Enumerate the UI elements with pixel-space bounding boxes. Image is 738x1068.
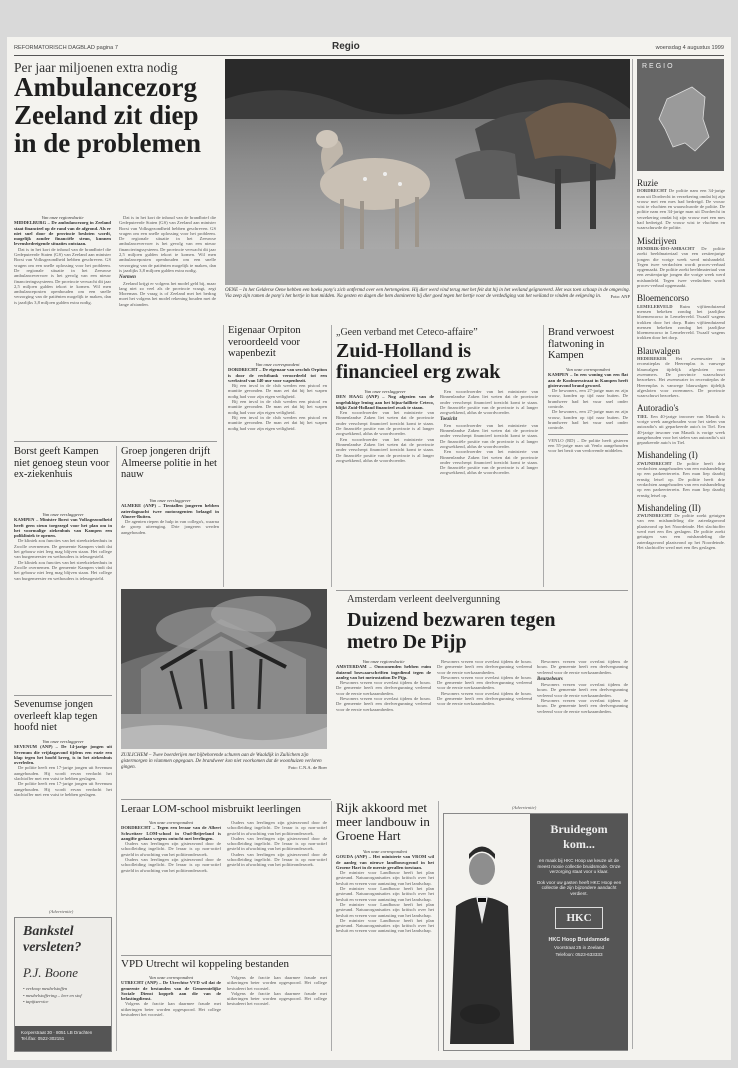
ad2-phone: Telefoon: 0523-633333 bbox=[555, 951, 603, 957]
mishandeling2-place: ZWIJNDRECHT bbox=[637, 513, 672, 519]
vpd-col2 bbox=[227, 975, 327, 1051]
ad2-addr: Voorstraat 25 in Zeeland bbox=[553, 944, 605, 950]
groenehart-body-cont2: De minister voor Landbouw heeft het plan gesteund. Natuurorganisaties zijn kritisch over het besluit en vrezen voor aantasting van het landschap. bbox=[336, 901, 434, 918]
ad2-text2: Ook voor uw gasten heeft HKC Hoop een collectie die zijn bijzondere aandacht verdient. bbox=[536, 879, 622, 896]
regio-briefs bbox=[637, 179, 725, 1049]
lead-intro: MIDDELBURG – De ambulancezorg in Zeeland staat financieel op de rand van de afgrond. Als er niet snel door de provincie besloten wordt, mogelijk zonder financiële steun, kunnen levensbedreigende situaties ontstaan. bbox=[14, 220, 111, 247]
lead-rule bbox=[14, 441, 217, 442]
brand-body: De bewoners, een 27-jarige man en zijn vrouw, konden op tijd naar buiten. De brandweer had het vuur snel onder controle. bbox=[548, 388, 628, 410]
groenehart-col1 bbox=[336, 849, 434, 1049]
sevenum-body: De politie heeft een 17-jarige jongen uit Sevenum aangehouden. Hij wordt ervan verdacht het slachtoffer met een vuist te hebben geslagen. bbox=[14, 765, 112, 782]
right-col-rule bbox=[632, 59, 633, 1049]
metro-title: Duizend bezwaren tegen metro De Pijp bbox=[347, 609, 556, 653]
zh-subhead: Toezicht bbox=[440, 417, 458, 423]
netherlands-map-icon bbox=[637, 59, 724, 171]
kampen-text bbox=[14, 512, 112, 692]
masthead-rule bbox=[14, 55, 724, 56]
lom-body: Ouders van leerlingen zijn gisteravond door de schoolleiding ingelicht. De leraar is op non-actief gesteld in afwachting van het politieonderzoek. bbox=[121, 841, 221, 857]
masthead-left: REFORMATORISCH DAGBLAD pagina 7 bbox=[14, 45, 118, 51]
photo1-caption bbox=[225, 288, 630, 322]
sevenum-text bbox=[14, 739, 112, 904]
vpd-body-c3: Volgens de fractie kan daarmee fraude met uitkeringen beter worden opgespoord. Het college bestudeert het voorstel. bbox=[227, 990, 327, 1007]
bloemencorso-text-cont: Ruim vijftienduizend mensen bekeken zondag het jaarlijkse bloemencorso in Lemelerveld. Twaalf wagens trokken door het dorp. bbox=[637, 319, 725, 341]
mishandeling1-title: Mishandeling (I) bbox=[637, 450, 698, 461]
misdrijven-text: De politie zoekt beeldmateriaal van een zestienjarige jongen die vorige week werd mishandeld. Tegen twee verdachten wordt proces-verbaal opgemaakt. bbox=[637, 245, 725, 273]
ruzie-text-cont: De politie nam een 34-jarige man uit Dordrecht in verzekering omdat hij zijn vrouw met een mes had bedreigd. De vrouw wist te vluchten en waarschuwde de politie. bbox=[637, 204, 725, 231]
zh-title: Zuid-Holland is financieel erg zwak bbox=[336, 340, 501, 383]
vpd-title: VPD Utrecht wil koppeling bestanden bbox=[121, 958, 290, 970]
groenehart-body: De minister voor Landbouw heeft het plan gesteund. Natuurorganisaties zijn kritisch over het besluit en vrezen voor aantasting van het landschap. bbox=[336, 870, 434, 886]
misdrijven-text-cont: De politie zoekt beeldmateriaal van een zestienjarige jongen die vorige week werd mishandeld. Tegen twee verdachten wordt proces-verbaal opgemaakt. bbox=[637, 267, 725, 289]
photo1-caption-text: OENE – In het Gelderse Oene hebben een hoeks pony's zich ontfermd over een hertengeiten. Hij dier werd vind terug met het feit dat hij in het weiland geïgnoreerd. Het was toen schaap in de omgeving. Via zeep zijn ramen de pony's het hertje in hun midden. Na gesten en dagen die hem domineren hij dier goed tegen het hertje voor de verdediging van het weiland te vinden de eelgeving in. bbox=[225, 288, 630, 299]
lom-body-c2: Ouders van leerlingen zijn gisteravond door de schoolleiding ingelicht. De leraar is op non-actief gesteld in afwachting van het politieonderzoek. bbox=[227, 820, 327, 836]
zh-kicker: „Geen verband met Ceteco-affaire” bbox=[336, 327, 478, 338]
ad2-shop: HKC Hoop Bruidsmode bbox=[548, 936, 610, 943]
ad1-item: • meubelstoffering – leer en stof bbox=[23, 992, 82, 998]
metro-body: Bewoners vrezen voor overlast tijdens de bouw. De gemeente heeft een deelvergunning verleend voor de eerste werkzaamheden. bbox=[336, 680, 431, 696]
metro-body-c5: Bewoners vrezen voor overlast tijdens de bouw. De gemeente heeft een deelvergunning verleend voor de eerste werkzaamheden. bbox=[537, 659, 628, 675]
lom-title: Leraar LOM-school misbruikt leerlingen bbox=[121, 803, 301, 815]
metro-col2 bbox=[437, 659, 532, 799]
metro-body-cont: Bewoners vrezen voor overlast tijdens de bouw. De gemeente heeft een deelvergunning verleend voor de eerste werkzaamheden. bbox=[336, 696, 431, 712]
zh-byline: Van onze verslaggever bbox=[364, 389, 406, 394]
col3-rule bbox=[331, 325, 332, 587]
metro-body-c3: Bewoners vrezen voor overlast tijdens de bouw. De gemeente heeft een deelvergunning verleend voor de eerste werkzaamheden. bbox=[437, 674, 532, 691]
col4-rule bbox=[543, 325, 544, 587]
sevenum-intro: SEVENUM (ANP) – De 14-jarige jongen uit Sevenum die vrijdagavond tijdens een ruzie een klap tegen het hoofd kreeg, is in het ziekenhuis overleden. bbox=[14, 744, 112, 766]
blauwalgen-text: Het zwemwater in recreatieplas de Heerenplas is vanwege blauwalgen tijdelijk afgesloten voor zwemmers. De provincie waarschuwt bezoekers. bbox=[637, 356, 725, 383]
metro-body-c6: Bewoners vrezen voor overlast tijdens de bouw. De gemeente heeft een deelvergunning verleend voor de eerste werkzaamheden. bbox=[537, 682, 628, 698]
masthead-right: woensdag 4 augustus 1999 bbox=[655, 45, 724, 51]
lead-byline: Van onze regioredactie bbox=[41, 215, 84, 220]
ad2-logo: HKC bbox=[555, 907, 603, 929]
ruzie-text: De politie nam een 34-jarige man uit Dordrecht in verzekering omdat hij zijn vrouw met een mes had bedreigd. De vrouw wist te vluchten en waarschuwde de politie. bbox=[637, 188, 725, 210]
ad-bankstel[interactable] bbox=[14, 917, 112, 1052]
col2-rule bbox=[223, 325, 224, 587]
vpd-rule bbox=[121, 955, 331, 956]
lead-col1 bbox=[14, 215, 111, 435]
zh-body-c3: Een woordvoerder van het ministerie van Binnenlandse Zaken liet weten dat de provincie onder verscherpt financieel toezicht komt te staan. De financiële positie van de provincie is al langer zorgwekkend, aldus de woordvoerder. bbox=[440, 422, 538, 449]
lom-col1 bbox=[121, 820, 221, 952]
almere-intro: ALMERE (ANP) – Tientallen jongeren hebben zaterdagnacht twee motoragenten belaagd in Almere-Buiten. bbox=[121, 503, 219, 519]
zh-body-cont: Een woordvoerder van het ministerie van Binnenlandse Zaken liet weten dat de provincie onder verscherpt financieel toezicht komt te staan. De financiële positie van de provincie is al langer zorgwekkend, aldus de woordvoerder. bbox=[336, 436, 434, 463]
metro-col3 bbox=[537, 659, 628, 799]
deer-pony-photo bbox=[225, 59, 630, 285]
mishandeling1-text-cont: De politie heeft drie verdachten aangehouden van een mishandeling op een parkeerterrein. Een man liep daarbij ernstig letsel op. bbox=[637, 476, 725, 498]
lom-body-cont: Ouders van leerlingen zijn gisteravond door de schoolleiding ingelicht. De leraar is op non-actief gesteld in afwachting van het politieonderzoek. bbox=[121, 857, 221, 873]
ad-bruidsmode[interactable] bbox=[443, 813, 628, 1051]
newspaper-page bbox=[7, 37, 731, 1060]
lead-headline: Ambulancezorg Zeeland zit diep in de problemen bbox=[14, 72, 202, 158]
lead-subhead: Normen bbox=[119, 275, 136, 281]
regio-map-box bbox=[637, 59, 724, 171]
bloemencorso-place: LEMELERVELD bbox=[637, 303, 673, 309]
almere-body: De agenten riepen de hulp in van collega's, waarna de groep uiteenging. Drie jongeren werden aangehouden. bbox=[121, 519, 219, 535]
metro-body-c7: Bewoners vrezen voor overlast tijdens de bouw. De gemeente heeft een deelvergunning verleend voor de eerste werkzaamheden. bbox=[537, 698, 628, 714]
metro-col1 bbox=[336, 659, 431, 799]
masthead-center: Regio bbox=[332, 41, 360, 52]
groenehart-intro: GOUDA (ANP) – Het ministerie van VROM wil de aanleg van nieuwe landbouwgrond in het Groene Hart in de meeste gevallen toestaan. bbox=[336, 854, 434, 870]
ad1-name: P.J. Boone bbox=[23, 965, 78, 980]
autoradios-text-cont: Een 40-jarige inwoner van Maurik is vorige week aangehouden voor het stelen van autoradio's uit geparkeerde auto's in Tiel. bbox=[637, 424, 725, 446]
brand-intro: KAMPEN – In een woning van een flat aan de Koolmeesstraat in Kampen heeft gisteravond brand gewoed. bbox=[548, 372, 628, 388]
metro-body-c2: Bewoners vrezen voor overlast tijdens de bouw. De gemeente heeft een deelvergunning verleend voor de eerste werkzaamheden. bbox=[437, 659, 532, 675]
kampen-rule bbox=[14, 695, 112, 696]
ad2-panel bbox=[530, 814, 628, 1050]
ad1-address: Korperstraat 30 · 8051 LB Drachten bbox=[21, 1030, 93, 1035]
col1-rule bbox=[116, 446, 117, 1051]
mishandeling1-text: De politie heeft drie verdachten aangehouden van een mishandeling op een parkeerterrein. Een man liep daarbij ernstig letsel op. bbox=[637, 460, 725, 482]
orpiton-body-cont2: Bij een inval in de club werden een pistool en munitie gevonden. De man zei dat hij het wapen nodig had voor zijn eigen veiligheid. bbox=[228, 414, 327, 431]
metro-subhead: Beurzebeurs bbox=[537, 676, 563, 682]
metro-kicker: Amsterdam verleent deelvergunning bbox=[347, 594, 501, 605]
kampen-title: Borst geeft Kampen niet genoeg steun voor ex-ziekenhuis bbox=[14, 446, 110, 480]
brand-venlo: VENLO (RD) – De politie heeft gisteren een 55-jarige man uit Venlo aangehouden voor het bezit van verdovende middelen. bbox=[548, 437, 628, 454]
zh-body-c2: Een woordvoerder van het ministerie van Binnenlandse Zaken liet weten dat de provincie onder verscherpt financieel toezicht komt te staan. De financiële positie van de provincie is al langer zorgwekkend, aldus de woordvoerder. bbox=[440, 389, 538, 416]
fire-image bbox=[121, 589, 327, 749]
photo2-caption-text: ZUILICHEM – Twee boerderijen met bijbehorende schuren aan de Waaldijk in Zuilichem zijn gistermorgen in vlammen opgegaan. De brandweer kon niet voorkomen dat de woonhuizen verloren gingen. bbox=[121, 753, 322, 770]
blauwalgen-place: HEDEREKER bbox=[637, 356, 667, 362]
deer-pony-image bbox=[225, 59, 630, 285]
groenehart-byline: Van onze correspondent bbox=[363, 849, 407, 854]
zh-body: Een woordvoerder van het ministerie van Binnenlandse Zaken liet weten dat de provincie onder verscherpt financieel toezicht komt te staan. De financiële positie van de provincie is al langer zorgwekkend, aldus de woordvoerder. bbox=[336, 410, 434, 437]
kampen-body-cont: De kliniek zou functies van het streekziekenhuis in Zwolle overnemen. De gemeente Kampen vindt dat het gebouw niet leeg mag blijven staan. Het college van burgemeester en wethouders is teleurgesteld. bbox=[14, 559, 112, 581]
regio-header: REGIO bbox=[642, 63, 675, 70]
orpiton-intro: DORDRECHT – De eigenaar van sexclub Orpiton is door de rechtbank veroordeeld tot een werkstraf van 140 uur voor wapenbezit. bbox=[228, 367, 327, 383]
mishandeling1-place: ZWIJNDRECHT bbox=[637, 460, 672, 466]
bloemencorso-text: Ruim vijftienduizend mensen bekeken zondag het jaarlijkse bloemencorso in Lemelerveld. Twaalf wagens trokken door het dorp. bbox=[637, 303, 725, 325]
vpd-col1 bbox=[121, 975, 221, 1051]
metro-body-c4: Bewoners vrezen voor overlast tijdens de bouw. De gemeente heeft een deelvergunning verleend voor de eerste werkzaamheden. bbox=[437, 690, 532, 707]
lead-body: Dat is in het kort de inhoud van de brandbrief die Gedeputeerde Staten (GS) van Zeeland aan minister Borst van Volksgezondheid hebben geschreven. GS vragen om een snelle oplossing voor het probleem. De regionale situatie in het Zeeuwse ambulancevervoer is het gevolg van een nieuw financieringssysteem. De provincie verwacht dit jaar 2,5 miljoen gulden tekort te komen. Wil men ambulanceposten openhouden om een snelle verzorging van de patiënten mogelijk te maken, dan is jaarlijks 3,8 miljoen gulden extra nodig. bbox=[14, 246, 111, 305]
lom-body-c3: Ouders van leerlingen zijn gisteravond door de schoolleiding ingelicht. De leraar is op non-actief gesteld in afwachting van het politieonderzoek. bbox=[227, 835, 327, 852]
vpd-body-c2: Volgens de fractie kan daarmee fraude met uitkeringen beter worden opgespoord. Het college bestudeert het voorstel. bbox=[227, 975, 327, 991]
groenehart-body-cont: De minister voor Landbouw heeft het plan gesteund. Natuurorganisaties zijn kritisch over het besluit en vrezen voor aantasting van het landschap. bbox=[336, 886, 434, 902]
zh-intro: DEN HAAG (ANP) – Nog afgezien van de ongelukkige lening aan het bijna-failliete Ceteco, blijkt Zuid-Holland financieel zwak te staan. bbox=[336, 394, 434, 410]
ruzie-title: Ruzie bbox=[637, 179, 658, 188]
kampen-intro: KAMPEN – Minister Borst van Volksgezondheid heeft geen steun toegezegd voor het plan om in het voormalige ziekenhuis van Kampen een polikliniek te openen. bbox=[14, 517, 112, 539]
kampen-byline: Van onze verslaggever bbox=[42, 512, 84, 517]
photo2-credit: Foto: C.N.A. de Boer bbox=[288, 764, 327, 770]
orpiton-byline: Van onze correspondent bbox=[255, 362, 300, 367]
fire-photo bbox=[121, 589, 327, 749]
orpiton-title: Eigenaar Orpiton veroordeeld voor wapenbezit bbox=[228, 325, 301, 359]
almere-byline: Van onze verslaggever bbox=[149, 498, 191, 503]
ad1-phone: Tel./fax: 0522-302151 bbox=[21, 1036, 65, 1041]
brand-text bbox=[548, 367, 628, 587]
ad1-items bbox=[23, 986, 82, 1006]
ad1-line2: versleten? bbox=[23, 940, 82, 955]
mishandeling2-title: Mishandeling (II) bbox=[637, 502, 701, 513]
autoradios-text: Een 40-jarige inwoner van Maurik is vorige week aangehouden voor het stelen van autoradio's uit geparkeerde auto's in Tiel. bbox=[637, 413, 725, 430]
misdrijven-place: HENDRIK-IDO-AMBACHT bbox=[637, 245, 695, 251]
mishandeling2-text-cont: De politie zoekt getuigen van een mishandeling die zaterdagavond plaatsvond op het Noordeinde. Het slachtoffer werd met een fles geslagen. bbox=[637, 529, 725, 550]
lom-col2 bbox=[227, 820, 327, 952]
metro-intro: AMSTERDAM – Omwonenden hebben ruim duizend bezwaarschriften ingediend tegen de aanleg van het metrostation De Pijp. bbox=[336, 664, 431, 680]
brand-body-cont: De bewoners, een 27-jarige man en zijn vrouw, konden op tijd naar buiten. De brandweer had het vuur snel onder controle. bbox=[548, 409, 628, 431]
metro-byline: Van onze regioredactie bbox=[362, 659, 405, 664]
almere-text bbox=[121, 498, 219, 586]
ad2-label: (Advertentie) bbox=[512, 805, 537, 810]
lead-body-cont: Dat is in het kort de inhoud van de brandbrief die Gedeputeerde Staten (GS) van Zeeland aan minister Borst van Volksgezondheid hebben geschreven. GS vragen om een snelle oplossing voor het probleem. De regionale situatie in het Zeeuwse ambulancevervoer is het gevolg van een nieuw financieringssysteem. De provincie verwacht dit jaar 2,5 miljoen gulden tekort te komen. Wil men ambulanceposten openhouden om een snelle verzorging van de patiënten mogelijk te maken, dan is jaarlijks 3,8 miljoen gulden extra nodig. bbox=[119, 215, 216, 273]
lom-rule bbox=[121, 799, 331, 800]
blauwalgen-title: Blauwalgen bbox=[637, 345, 680, 356]
ad2-text: en maak bij HKC Hoop uw keuze uit de meest mooie collectie bruidsmode. Onze verzorging staat voor u klaar. bbox=[537, 858, 621, 875]
sevenum-body-cont: De politie heeft een 17-jarige jongen uit Sevenum aangehouden. Hij wordt ervan verdacht het slachtoffer met een vuist te hebben geslagen. bbox=[14, 781, 112, 797]
lom-vrule bbox=[331, 801, 332, 1051]
blauwalgen-text-cont: Het zwemwater in recreatieplas de Heerenplas is vanwege blauwalgen tijdelijk afgesloten voor zwemmers. De provincie waarschuwt bezoekers. bbox=[637, 377, 725, 399]
ad1-footer bbox=[15, 1026, 111, 1051]
groenehart-vrule bbox=[438, 801, 439, 1051]
vpd-intro: UTRECHT (ANP) – De Utrechtse VVD wil dat de gemeente de bestanden van de Gemeentelijke Sociale Dienst koppelt aan die van de belastingdienst. bbox=[121, 980, 221, 1002]
groenehart-body-cont3: De minister voor Landbouw heeft het plan gesteund. Natuurorganisaties zijn kritisch over het besluit en vrezen voor aantasting van het landschap. bbox=[336, 917, 434, 934]
bloemencorso-title: Bloemencorso bbox=[637, 293, 689, 304]
autoradios-place: TIEL bbox=[637, 413, 648, 419]
kampen-body: De kliniek zou functies van het streekziekenhuis in Zwolle overnemen. De gemeente Kampen vindt dat het gebouw niet leeg mag blijven staan. Het college van burgemeester en wethouders is teleurgesteld. bbox=[14, 538, 112, 560]
brand-title: Brand verwoest flatwoning in Kampen bbox=[548, 327, 615, 361]
vpd-body: Volgens de fractie kan daarmee fraude met uitkeringen beter worden opgespoord. Het college bestudeert het voorstel. bbox=[121, 1001, 221, 1018]
orpiton-body-cont: Bij een inval in de club werden een pistool en munitie gevonden. De man zei dat hij het wapen nodig had voor zijn eigen veiligheid. bbox=[228, 399, 327, 415]
zh-col2 bbox=[440, 389, 538, 589]
mishandeling2-text: De politie zoekt getuigen van een mishandeling die zaterdagavond plaatsvond op het Noordeinde. Het slachtoffer werd met een fles geslagen. bbox=[637, 513, 725, 535]
ad1-label: (Advertentie) bbox=[49, 909, 74, 914]
ad1-line1: Bankstel bbox=[23, 924, 74, 939]
ad1-item: • tapijtservice bbox=[23, 999, 49, 1004]
groom-photo bbox=[444, 814, 530, 1050]
ad2-title: Bruidegom kom... bbox=[550, 822, 608, 851]
zh-col1 bbox=[336, 389, 434, 589]
orpiton-body: Bij een inval in de club werden een pistool en munitie gevonden. De man zei dat hij het wapen nodig had voor zijn eigen veiligheid. bbox=[228, 383, 327, 399]
lom-intro: DORDRECHT – Tegen een leraar van de Albert Schweitzer LOM-school in Oud-Beijerland is aangifte gedaan wegens ontucht met leerlingen. bbox=[121, 825, 221, 841]
autoradios-title: Autoradio's bbox=[637, 403, 679, 414]
ad1-item: • verkoop meubelstoffen bbox=[23, 986, 68, 991]
metro-rule bbox=[336, 590, 628, 591]
lom-byline: Van onze correspondent bbox=[149, 820, 193, 825]
sevenum-title: Sevenumse jongen overleeft klap tegen hoofd niet bbox=[14, 699, 98, 733]
almere-title: Groep jongeren drijft Almeerse politie in het nauw bbox=[121, 446, 217, 480]
brand-byline: Van onze correspondent bbox=[566, 367, 610, 372]
vpd-byline: Van onze correspondent bbox=[149, 975, 193, 980]
groenehart-title: Rijk akkoord met meer landbouw in Groene Hart bbox=[336, 800, 430, 843]
lead-col2 bbox=[119, 215, 216, 435]
lom-body-c4: Ouders van leerlingen zijn gisteravond door de schoolleiding ingelicht. De leraar is op non-actief gesteld in afwachting van het politieonderzoek. bbox=[227, 851, 327, 868]
zh-body-c4: Een woordvoerder van het ministerie van Binnenlandse Zaken liet weten dat de provincie onder verscherpt financieel toezicht komt te staan. De financiële positie van de provincie is al langer zorgwekkend, aldus de woordvoerder. bbox=[440, 449, 538, 476]
photo1-credit: Foto: ANP bbox=[610, 293, 630, 299]
sevenum-byline: Van onze verslaggever bbox=[42, 739, 84, 744]
misdrijven-title: Misdrijven bbox=[637, 235, 677, 246]
orpiton-text bbox=[228, 362, 327, 587]
lead-body2: Zeeland krijgt er volgens het model geld bij, maar lang niet zo veel als de provincie vraagt, zegt Moreman. De vraag is of Zeeland met het bedrag moet het volgens het model rekening houden met de lange afstanden. bbox=[119, 280, 216, 307]
photo2-caption bbox=[121, 753, 327, 795]
ruzie-place: DORDRECHT bbox=[637, 188, 667, 194]
lead-kicker: Per jaar miljoenen extra nodig bbox=[14, 60, 178, 75]
